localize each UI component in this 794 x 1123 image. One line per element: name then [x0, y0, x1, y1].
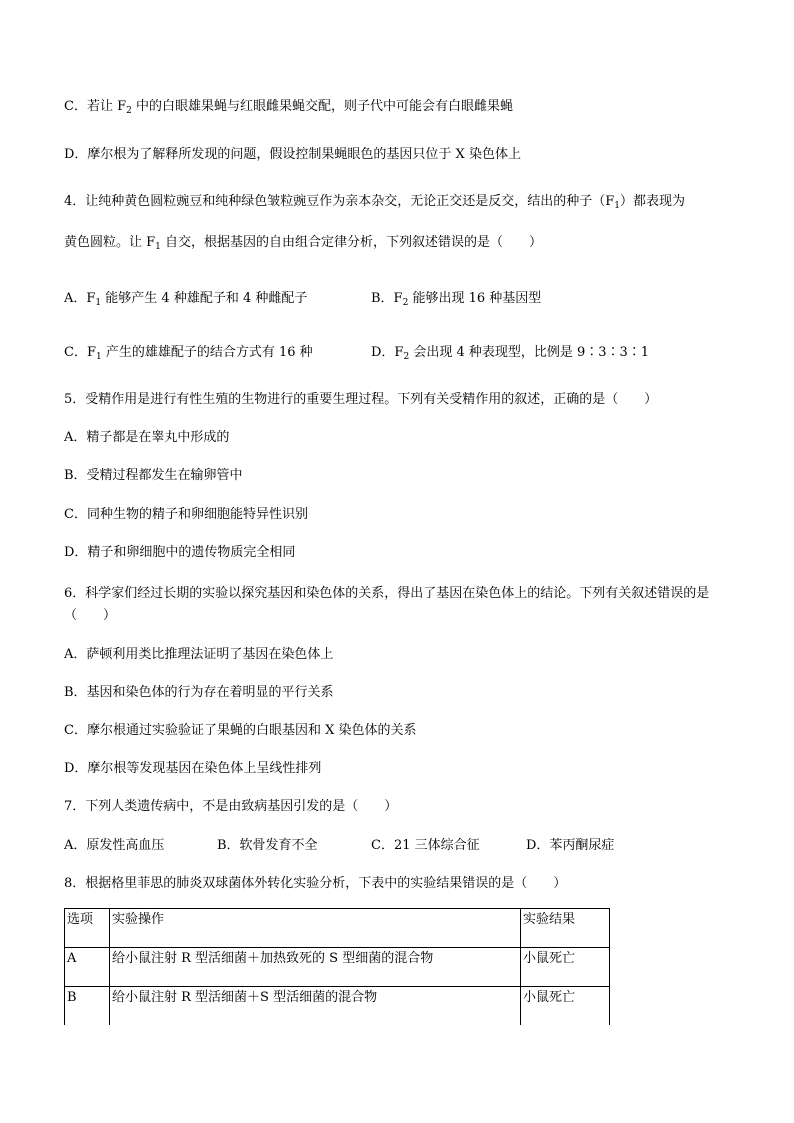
table-header-cell: 选项: [65, 909, 110, 948]
q3-option-d: D．摩尔根为了解释所发现的问题，假设控制果蝇眼色的基因只位于 X 染色体上: [64, 147, 521, 162]
q7-option-c: C．21 三体综合征: [371, 838, 480, 853]
table-cell: 给小鼠注射 R 型活细菌＋S 型活细菌的混合物: [110, 987, 521, 1026]
q5-option-d: D．精子和卵细胞中的遗传物质完全相同: [64, 545, 296, 560]
q6-option-b: B．基因和染色体的行为存在着明显的平行关系: [64, 685, 334, 700]
q8-stem: 8．根据格里菲思的肺炎双球菌体外转化实验分析，下表中的实验结果错误的是（ ）: [64, 876, 567, 891]
table-cell: A: [65, 948, 110, 987]
q7-option-d: D．苯丙酮尿症: [526, 838, 615, 853]
q5-stem: 5．受精作用是进行有性生殖的生物进行的重要生理过程。下列有关受精作用的叙述，正确的是（ ）: [64, 392, 658, 407]
q8-experiment-table: [64, 908, 610, 1025]
q7-option-b: B．软骨发育不全: [217, 838, 318, 853]
q6-option-a: A．萨顿利用类比推理法证明了基因在染色体上: [64, 647, 334, 662]
table-header-cell: 实验操作: [110, 909, 521, 948]
q6-option-c: C．摩尔根通过实验验证了果蝇的白眼基因和 X 染色体的关系: [64, 723, 417, 738]
table-cell: B: [65, 987, 110, 1026]
q4-option-a: A．$F_1$ 能够产生 4 种雄配子和 4 种雌配子: [64, 291, 308, 308]
q6-stem: 6．科学家们经过长期的实验以探究基因和染色体的关系，得出了基因在染色体上的结论。下列有关叙述错误的是（ ）: [64, 586, 710, 623]
table-cell: 小鼠死亡: [521, 987, 610, 1026]
table-cell: 给小鼠注射 R 型活细菌＋加热致死的 S 型细菌的混合物: [110, 948, 521, 987]
q4-option-b: B．$F_2$ 能够出现 16 种基因型: [371, 291, 542, 308]
q4-option-d: D．$F_2$ 会出现 4 种表现型，比例是 9∶3∶3∶1: [371, 345, 650, 362]
table-row: [65, 948, 610, 987]
q5-option-c: C．同种生物的精子和卵细胞能特异性识别: [64, 507, 308, 522]
q4-stem-line1: 4．让纯种黄色圆粒豌豆和纯种绿色皱粒豌豆作为亲本杂交，无论正交还是反交，结出的种子$(F_1)$都表现为: [64, 194, 686, 211]
q4-stem-line2: 黄色圆粒。让 $F_1$ 自交，根据基因的自由组合定律分析，下列叙述错误的是（ ）: [64, 235, 543, 252]
table-row: [65, 987, 610, 1026]
q7-option-a: A．原发性高血压: [64, 838, 165, 853]
q7-stem: 7．下列人类遗传病中，不是由致病基因引发的是（ ）: [64, 799, 398, 814]
q5-option-b: B．受精过程都发生在输卵管中: [64, 468, 243, 483]
q5-option-a: A．精子都是在睾丸中形成的: [64, 430, 230, 445]
table-cell: 小鼠死亡: [521, 948, 610, 987]
table-header-cell: 实验结果: [521, 909, 610, 948]
q6-option-d: D．摩尔根等发现基因在染色体上呈线性排列: [64, 761, 322, 776]
table-header-row: [65, 909, 610, 948]
q3-option-c: C．若让 $F_2$ 中的白眼雄果蝇与红眼雌果蝇交配，则子代中可能会有白眼雌果蝇: [64, 99, 513, 116]
q4-option-c: C．$F_1$ 产生的雄雄配子的结合方式有 16 种: [64, 345, 313, 362]
